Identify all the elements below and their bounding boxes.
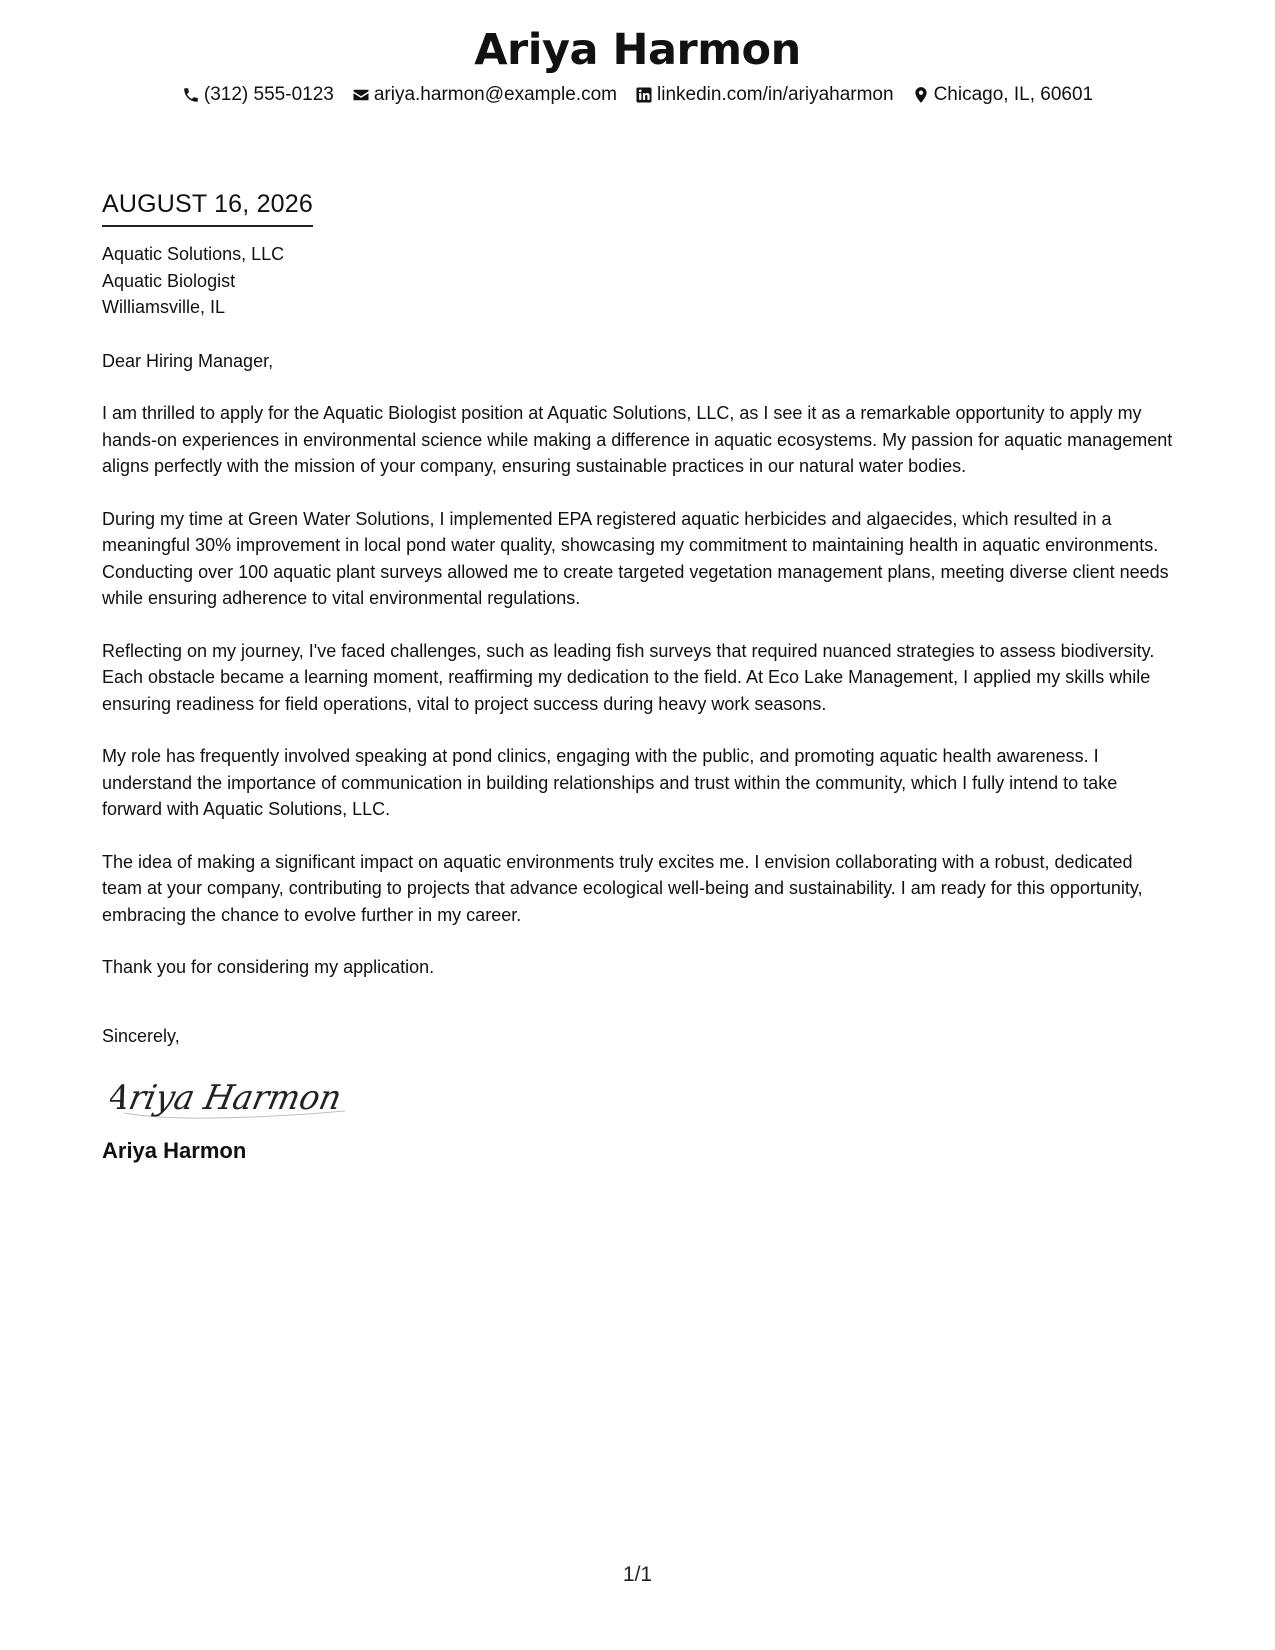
recipient-position: Aquatic Biologist xyxy=(102,270,236,291)
paragraph: Reflecting on my journey, I've faced challenges, such as leading fish surveys that required nuanced strategies to assess biodiversity. Each obstacle became a learning moment, reaffirming my dedication to the field. At Eco Lake Management, I applied my skills while ensuring readiness for field operations, vital to project success during heavy work seasons. xyxy=(102,640,1155,714)
contact-email xyxy=(352,82,617,108)
location-text: Chicago, IL, 60601 xyxy=(933,84,1094,105)
letter-header xyxy=(0,22,1275,108)
signature-text: Ariya Harmon xyxy=(110,1078,353,1118)
page-number: 1/1 xyxy=(622,1563,653,1586)
handwritten-signature xyxy=(110,1069,360,1129)
paragraph: The idea of making a significant impact on aquatic environments truly excites me. I envision collaborating with a robust, dedicated team at your company, contributing to projects that advance ecological well-being and sustainability. I am ready for this opportunity, embracing the chance to evolve further in my career. xyxy=(102,851,1143,925)
recipient-company: Aquatic Solutions, LLC xyxy=(102,244,285,264)
paragraph: Thank you for considering my application. xyxy=(102,957,435,977)
letter-date: AUGUST 16, 2026 xyxy=(102,188,313,227)
paragraph: During my time at Green Water Solutions, I implemented EPA registered aquatic herbicides and algaecides, which resulted in a meaningful 30% improvement in local pond water quality, showcasing my commitment to maintaining health in aquatic environments. Conducting over 100 aquatic plant surveys allowed me to create targeted vegetation management plans, meeting diverse client needs while ensuring adherence to vital environmental regulations. xyxy=(102,508,1169,608)
applicant-name: Ariya Harmon xyxy=(474,25,801,75)
envelope-icon xyxy=(352,86,370,104)
phone-icon xyxy=(182,86,200,104)
salutation: Dear Hiring Manager, xyxy=(102,350,274,371)
recipient-block xyxy=(102,241,1177,321)
recipient-location: Williamsville, IL xyxy=(102,297,226,317)
contact-info-row xyxy=(0,82,1275,108)
letter-body xyxy=(102,188,1177,1165)
linkedin-url: linkedin.com/in/ariyaharmon xyxy=(657,84,894,105)
closing: Sincerely, xyxy=(102,1025,180,1046)
paragraph: My role has frequently involved speaking at pond clinics, engaging with the public, and promoting aquatic health awareness. I understand the importance of communication in building relationships and trust within the community, which I fully intend to take forward with Aquatic Solutions, LLC. xyxy=(102,746,1118,819)
signer-name: Ariya Harmon xyxy=(102,1138,247,1163)
contact-linkedin xyxy=(635,82,894,108)
contact-location xyxy=(912,82,1094,108)
linkedin-icon xyxy=(635,86,653,104)
phone-number: (312) 555-0123 xyxy=(203,84,334,105)
location-pin-icon xyxy=(912,86,930,104)
contact-phone xyxy=(182,82,334,108)
email-address: ariya.harmon@example.com xyxy=(373,84,618,105)
paragraph: I am thrilled to apply for the Aquatic Biologist position at Aquatic Solutions, LLC, as I see it as a remarkable opportunity to apply my hands-on experiences in environmental science while making a difference in aquatic ecosystems. My passion for aquatic management aligns perfectly with the mission of your company, ensuring sustainable practices in our natural water bodies. xyxy=(102,403,1173,476)
